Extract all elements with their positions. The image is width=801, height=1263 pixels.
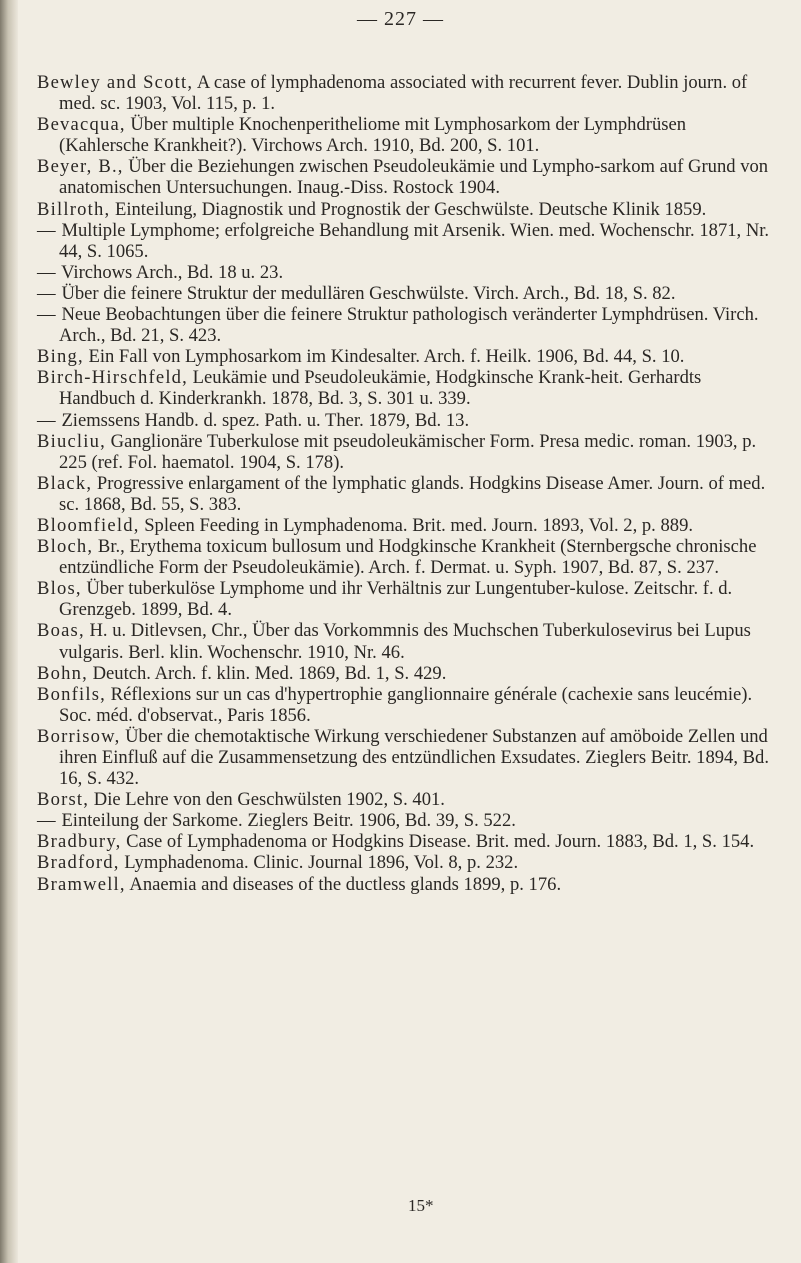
entry-citation: Über die feinere Struktur der medullären Geschwülste. Virch. Arch., Bd. 18, S. 82. (56, 282, 676, 304)
bibliography-entry (37, 199, 777, 220)
entry-citation: Ziemssens Handb. d. spez. Path. u. Ther. 1879, Bd. 13. (56, 409, 470, 431)
entry-citation: Br., Erythema toxicum bullosum und Hodgkinsche Krankheit (Sternbergsche chronische entzündliche Form der Pseudoleukämie). Arch. f. Dermat. u. Syph. 1907, Bd. 87, S. 237. (59, 536, 757, 579)
entry-author: Biucliu, (37, 430, 106, 452)
bibliography-entry (37, 810, 777, 831)
bibliography-entry (37, 431, 777, 473)
bibliography-entry (37, 578, 777, 620)
entry-citation: H. u. Ditlevsen, Chr., Über das Vorkommnis des Muchschen Tuberkulosevirus bei Lupus vulgaris. Berl. klin. Wochenschr. 1910, Nr. 46. (59, 620, 751, 663)
bibliography-entry (37, 789, 777, 810)
bibliography-entry (37, 114, 777, 156)
entry-citation: Réflexions sur un cas d'hypertrophie ganglionnaire générale (cachexie sans leucémie). Soc. méd. d'observat., Paris 1856. (59, 683, 753, 726)
bibliography-entry (37, 473, 777, 515)
bibliography-entry (37, 831, 777, 852)
entry-author: Bloch, (37, 536, 94, 558)
entry-author: Bohn, (37, 662, 88, 684)
entry-citation: Multiple Lymphome; erfolgreiche Behandlung mit Arsenik. Wien. med. Wochenschr. 1871, Nr. 44, S. 1065. (56, 219, 770, 262)
entry-citation: Deutch. Arch. f. klin. Med. 1869, Bd. 1, S. 429. (87, 662, 447, 684)
entry-citation: Die Lehre von den Geschwülsten 1902, S. 401. (89, 789, 445, 811)
entry-author: — (37, 304, 57, 326)
entry-author: Bewley and Scott, (37, 72, 194, 93)
bibliography-entry (37, 72, 777, 114)
entry-author: Boas, (37, 620, 85, 642)
entry-author: Bing, (37, 346, 84, 368)
bibliography-list (37, 72, 777, 895)
entry-author: Borst, (37, 789, 90, 811)
entry-citation: Neue Beobachtungen über die feinere Struktur pathologisch veränderter Lymphdrüsen. Virch. Arch., Bd. 21, S. 423. (56, 304, 759, 347)
entry-author: — (37, 810, 57, 832)
entry-author: — (37, 282, 57, 304)
entry-citation: Leukämie und Pseudoleukämie, Hodgkinsche Krank-heit. Gerhardts Handbuch d. Kinderkrankh. 1878, Bd. 3, S. 301 u. 339. (59, 367, 702, 410)
bibliography-entry (37, 726, 777, 789)
entry-citation: Über multiple Knochenperitheliome mit Lymphosarkom der Lymphdrüsen (Kahlersche Krankheit?). Virchows Arch. 1910, Bd. 200, S. 101. (59, 114, 687, 157)
entry-author: Bloomfield, (37, 514, 140, 536)
page-number: — 227 — (357, 8, 444, 30)
entry-author: Borrisow, (37, 725, 121, 747)
bibliography-entry (37, 410, 777, 431)
entry-citation: Case of Lymphadenoma or Hodgkins Disease. Brit. med. Journ. 1883, Bd. 1, S. 154. (121, 831, 755, 853)
entry-author: — (37, 219, 57, 241)
entry-citation: Über die chemotaktische Wirkung verschiedener Substanzen auf amöboide Zellen und ihren Einfluß auf die Zusammensetzung des entzündlichen Exsudates. Zieglers Beitr. 1894, Bd. 16, S. 432. (59, 725, 770, 790)
bibliography-entry (37, 536, 777, 578)
bibliography-entry (37, 852, 777, 873)
bibliography-entry (37, 684, 777, 726)
entry-citation: Ein Fall von Lymphosarkom im Kindesalter. Arch. f. Heilk. 1906, Bd. 44, S. 10. (83, 346, 685, 368)
entry-citation: Ganglionäre Tuberkulose mit pseudoleukämischer Form. Presa medic. roman. 1903, p. 225 (ref. Fol. haematol. 1904, S. 178). (59, 430, 757, 473)
entry-author: Bramwell, (37, 873, 126, 895)
entry-author: Blos, (37, 578, 82, 600)
bibliography-entry (37, 262, 777, 283)
entry-author: Bonfils, (37, 683, 107, 705)
bibliography-entry (37, 346, 777, 367)
entry-citation: Lymphadenoma. Clinic. Journal 1896, Vol. 8, p. 232. (119, 852, 519, 874)
entry-citation: Einteilung, Diagnostik und Prognostik der Geschwülste. Deutsche Klinik 1859. (110, 198, 707, 220)
entry-citation: Über tuberkulöse Lymphome und ihr Verhältnis zur Lungentuber-kulose. Zeitschr. f. d. Grenzgeb. 1899, Bd. 4. (59, 578, 733, 621)
entry-author: — (37, 261, 57, 283)
page-binding-edge (0, 0, 18, 1263)
entry-author: Billroth, (37, 198, 111, 220)
bibliography-entry (37, 156, 777, 198)
bibliography-entry (37, 874, 777, 895)
printer-signature: 15* (408, 1196, 434, 1215)
entry-author: Bevacqua, (37, 114, 126, 136)
entry-author: Beyer, B., (37, 156, 124, 178)
entry-citation: Spleen Feeding in Lymphadenoma. Brit. med. Journ. 1893, Vol. 2, p. 889. (139, 514, 694, 536)
entry-citation: Virchows Arch., Bd. 18 u. 23. (56, 261, 284, 283)
bibliography-entry (37, 367, 777, 409)
bibliography-entry (37, 220, 777, 262)
bibliography-entry (37, 515, 777, 536)
entry-citation: Anaemia and diseases of the ductless glands 1899, p. 176. (125, 873, 562, 895)
entry-author: — (37, 409, 57, 431)
entry-author: Birch-Hirschfeld, (37, 367, 189, 389)
bibliography-entry (37, 663, 777, 684)
entry-author: Bradbury, (37, 831, 122, 853)
bibliography-entry (37, 620, 777, 662)
entry-author: Bradford, (37, 852, 120, 874)
bibliography-entry (37, 283, 777, 304)
entry-author: Black, (37, 472, 93, 494)
bibliography-entry (37, 304, 777, 346)
entry-citation: Über die Beziehungen zwischen Pseudoleukämie und Lympho-sarkom auf Grund von anatomischen Untersuchungen. Inaug.-Diss. Rostock 1904. (59, 156, 769, 199)
entry-citation: A case of lymphadenoma associated with recurrent fever. Dublin journ. of med. sc. 1903, Vol. 115, p. 1. (59, 72, 748, 115)
entry-citation: Einteilung der Sarkome. Zieglers Beitr. 1906, Bd. 39, S. 522. (56, 810, 516, 832)
entry-citation: Progressive enlargament of the lymphatic glands. Hodgkins Disease Amer. Journ. of med. sc. 1868, Bd. 55, S. 383. (59, 472, 766, 515)
